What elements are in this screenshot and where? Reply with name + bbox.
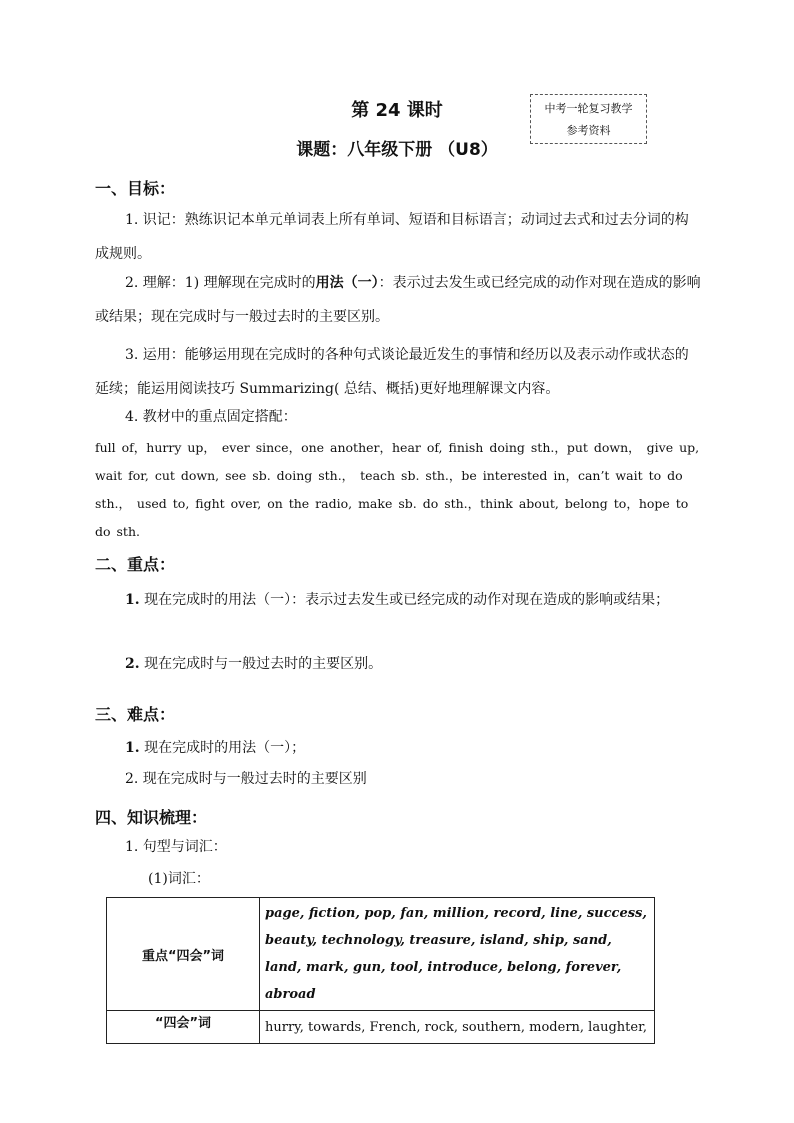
reference-stamp xyxy=(530,94,647,144)
section-knowledge-heading: 四、知识梳理： xyxy=(95,808,208,827)
table-row xyxy=(107,898,655,1011)
stamp-line-2: 参考资料 xyxy=(566,124,611,137)
goal-item-2-bold: 用法（一） xyxy=(315,275,379,291)
key-point-1-number: 1. xyxy=(125,592,140,608)
table-key-cell: “四会”词 xyxy=(107,1011,260,1044)
section-key-points-heading: 二、重点： xyxy=(95,555,176,574)
lesson-subtitle: 课题：八年级下册 （U8） xyxy=(296,140,498,160)
key-point-2-text: 现在完成时与一般过去时的主要区别。 xyxy=(139,656,383,672)
table-key-cell: 重点“四会”词 xyxy=(107,898,260,1011)
goal-item-3: 3. 运用：能够运用现在完成时的各种句式谈论最近发生的事情和经历以及表示动作或状态的延续；能运用阅读技巧 Summarizing( 总结、概括)更好地理解课文内容。 xyxy=(95,347,689,397)
key-point-2 xyxy=(95,647,701,681)
section-difficulties-heading: 三、难点： xyxy=(95,705,176,724)
key-point-2-number: 2. xyxy=(125,656,140,672)
table-value-cell: hurry, towards, French, rock, southern, modern, laughter, xyxy=(260,1011,655,1044)
difficulty-1 xyxy=(95,731,701,765)
fixed-phrases: full of，hurry up， ever since，one another，hear of, finish doing sth.，put down， give up, wait for, cut down, see sb. doing sth.， teach sb. sth.，be interested in，can’t wait to do sth.， used to, fight over, on the radio, make sb. do sth.，think about, belong to，hope to do sth. xyxy=(95,440,700,539)
goal-item-2 xyxy=(95,266,701,334)
goal-item-4: 4. 教材中的重点固定搭配： xyxy=(125,409,297,425)
knowledge-sub-1: 1. 句型与词汇： xyxy=(125,839,227,855)
key-point-1-text: 现在完成时的用法（一）：表示过去发生或已经完成的动作对现在造成的影响或结果； xyxy=(139,592,670,608)
section-goals-heading: 一、目标： xyxy=(95,179,176,198)
difficulty-1-text: 现在完成时的用法（一）； xyxy=(139,740,306,756)
vocabulary-table xyxy=(106,897,655,1044)
goal-item-2-text-a: 2. 理解：1) 理解现在完成时的 xyxy=(125,275,316,291)
table-row xyxy=(107,1011,655,1044)
knowledge-sub-2: (1)词汇： xyxy=(148,871,210,887)
key-point-1 xyxy=(95,583,701,617)
difficulty-2: 2. 现在完成时与一般过去时的主要区别 xyxy=(125,771,367,787)
lesson-title: 第 24 课时 xyxy=(351,100,443,121)
goal-item-2-text-b: ：表示过去发生或已经完成的动作对现在造成的影响或结果；现在完成时与一般过去时的主要区别。 xyxy=(95,275,701,325)
table-value-cell: page, fiction, pop, fan, million, record, line, success, beauty, technology, treasure, island, ship, sand, land, mark, gun, tool, introduce, belong, forever, abroad xyxy=(260,898,655,1011)
stamp-line-1: 中考一轮复习教学 xyxy=(544,102,633,115)
goal-item-1: 1. 识记：熟练识记本单元单词表上所有单词、短语和目标语言；动词过去式和过去分词的构成规则。 xyxy=(95,212,689,262)
difficulty-1-number: 1. xyxy=(125,740,140,756)
